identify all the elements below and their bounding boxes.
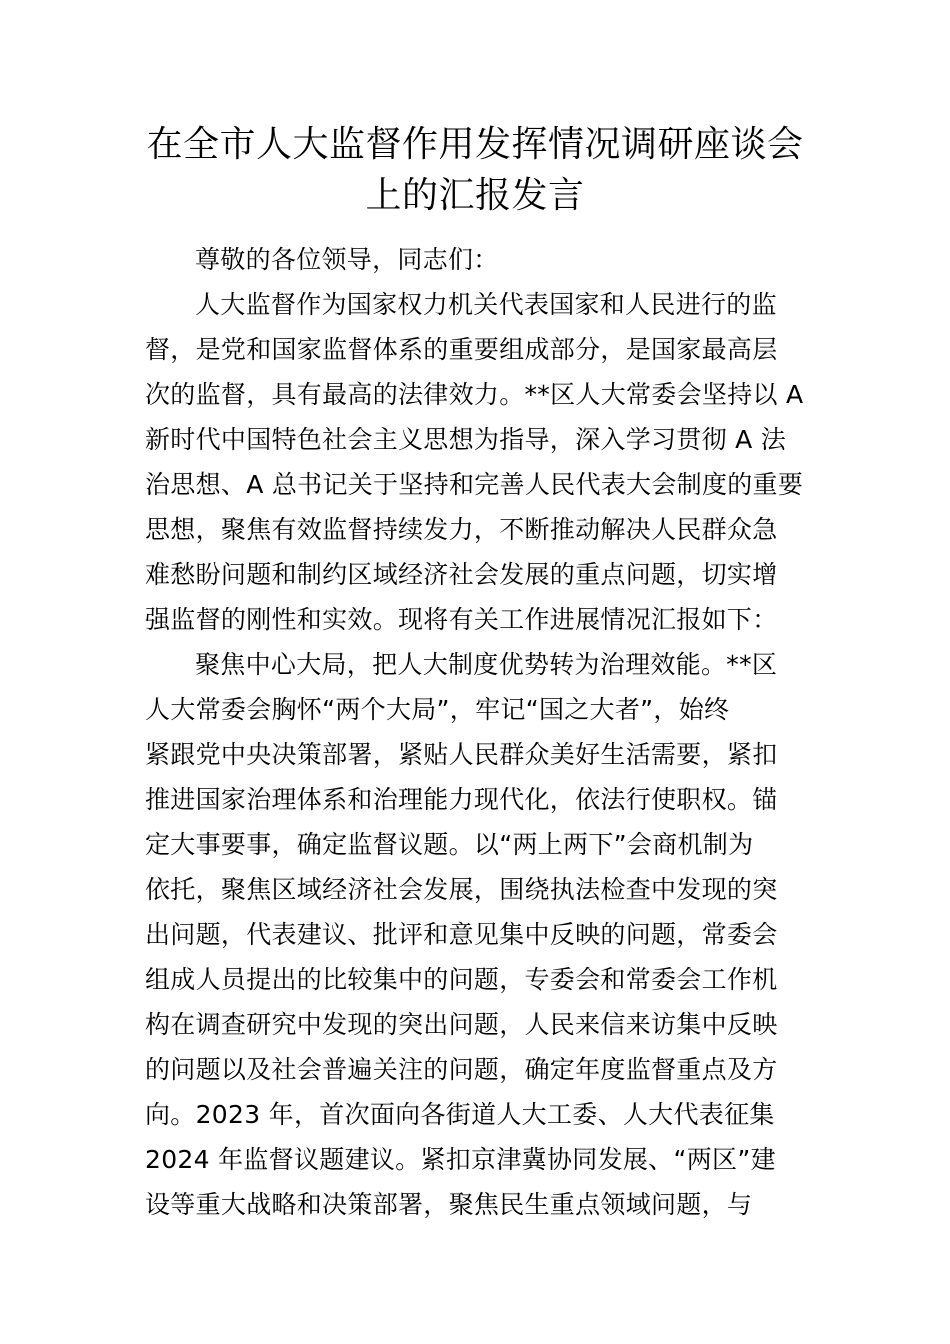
body-line-22: 设等重大战略和决策部署，聚焦民生重点领域问题，与 [145,1190,753,1219]
body-line-4: 次的监督，具有最高的法律效力。**区人大常委会坚持以 A [145,380,804,409]
document-title-line-1: 在全市人大监督作用发挥情况调研座谈会 [146,124,804,165]
body-line-3: 督，是党和国家监督体系的重要组成部分，是国家最高层 [145,335,778,364]
body-line-12: 紧跟党中央决策部署，紧贴人民群众美好生活需要，紧扣 [145,740,778,769]
body-line-19: 的问题以及社会普遍关注的问题，确定年度监督重点及方 [145,1055,778,1084]
body-line-1: 尊敬的各位领导，同志们： [195,245,499,274]
body-line-14: 定大事要事，确定监督议题。以“两上两下”会商机制为 [145,830,754,859]
body-line-13: 推进国家治理体系和治理能力现代化，依法行使职权。锚 [145,785,778,814]
body-line-10: 聚焦中心大局，把人大制度优势转为治理效能。**区 [195,650,778,679]
body-line-16: 出问题，代表建议、批评和意见集中反映的问题，常委会 [145,920,778,949]
body-line-9: 强监督的刚性和实效。现将有关工作进展情况汇报如下： [145,605,778,634]
body-line-7: 思想，聚焦有效监督持续发力，不断推动解决人民群众急 [145,515,778,544]
body-line-2: 人大监督作为国家权力机关代表国家和人民进行的监 [195,290,777,319]
body-line-18: 构在调查研究中发现的突出问题，人民来信来访集中反映 [145,1010,778,1039]
body-line-8: 难愁盼问题和制约区域经济社会发展的重点问题，切实增 [145,560,778,589]
body-line-6: 治思想、A 总书记关于坚持和完善人民代表大会制度的重要 [145,470,804,499]
document-title-line-2: 上的汇报发言 [365,175,585,216]
body-line-17: 组成人员提出的比较集中的问题，专委会和常委会工作机 [145,965,778,994]
body-line-5: 新时代中国特色社会主义思想为指导，深入学习贯彻 A 法 [145,425,787,454]
body-line-15: 依托，聚焦区域经济社会发展，围绕执法检查中发现的突 [145,875,778,904]
body-line-20: 向。2023 年，首次面向各街道人大工委、人大代表征集 [145,1100,775,1129]
body-line-21: 2024 年监督议题建议。紧扣京津冀协同发展、“两区”建 [145,1145,776,1174]
body-line-11: 人大常委会胸怀“两个大局”，牢记“国之大者”，始终 [145,695,730,724]
